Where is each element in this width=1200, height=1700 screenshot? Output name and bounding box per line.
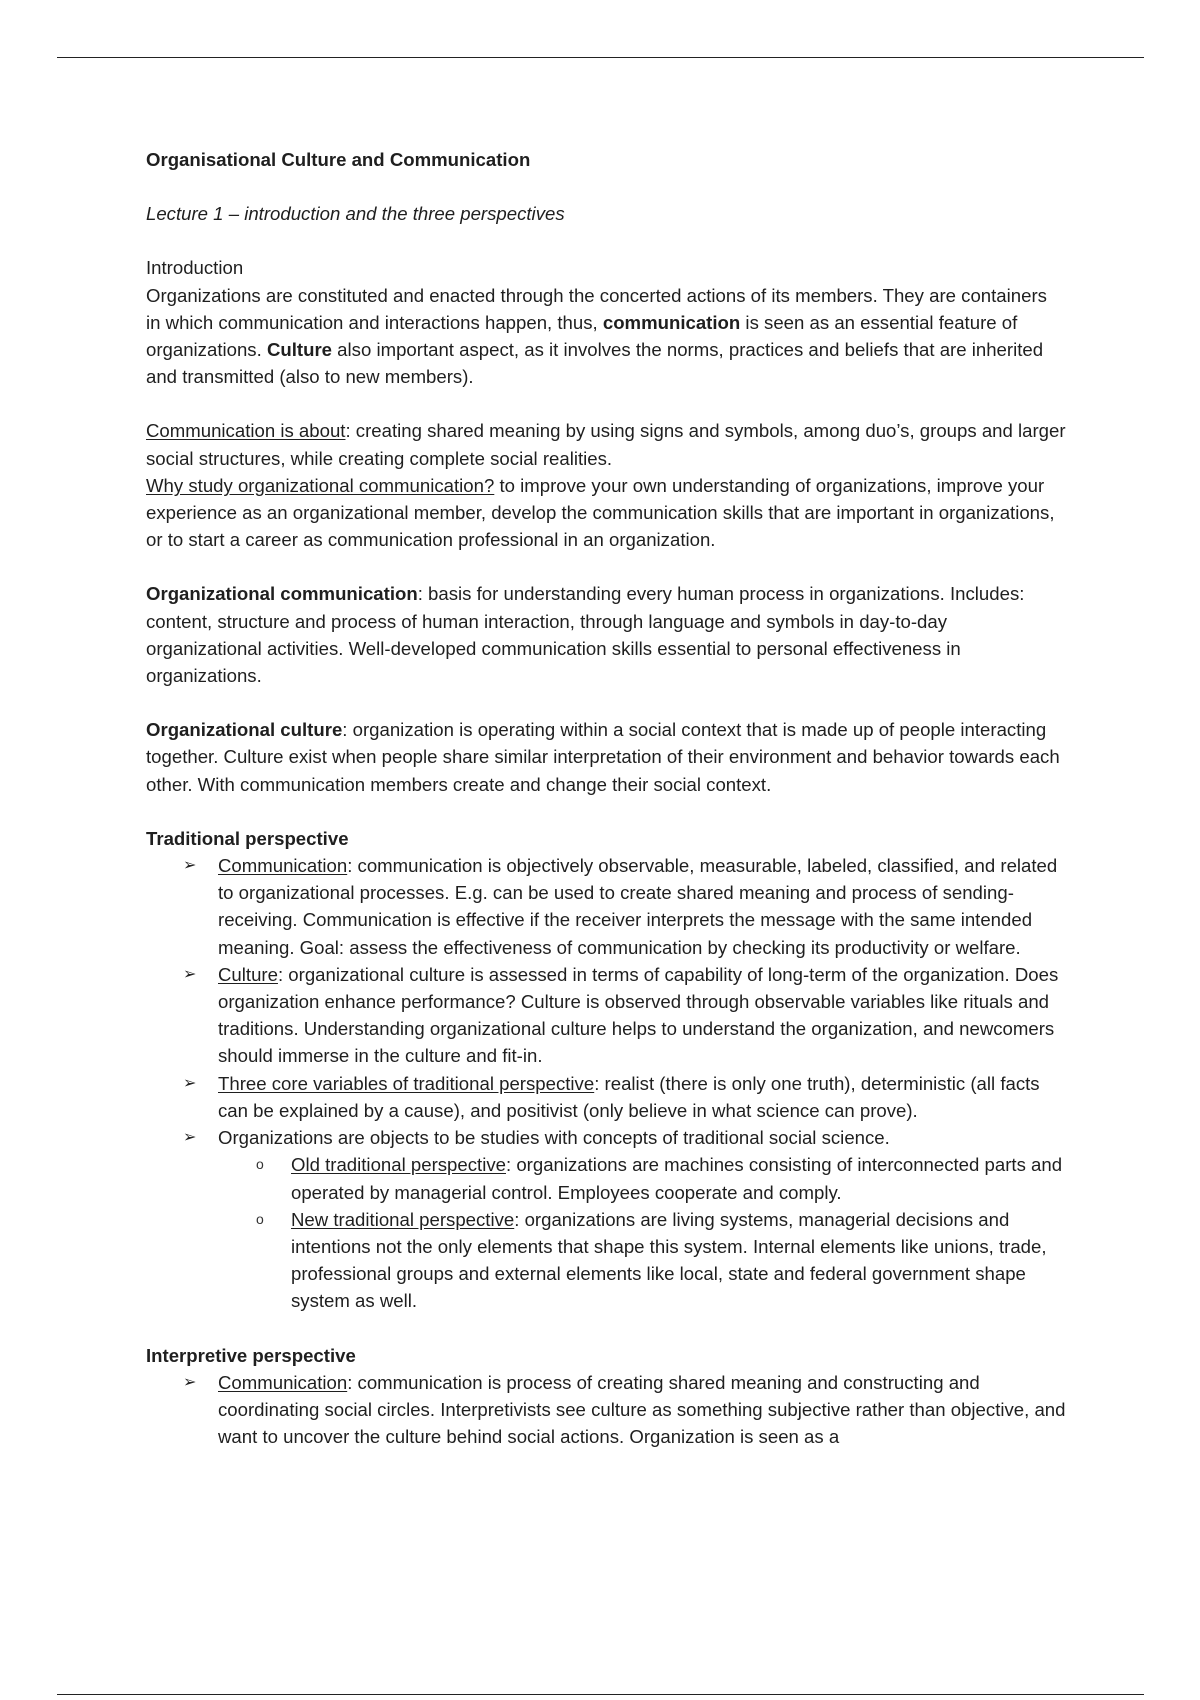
intro-text-2: is seen as an essential feature of organizations.	[146, 311, 1018, 361]
footer-rule	[57, 1694, 1144, 1695]
item-term: Old traditional perspective	[291, 1154, 506, 1176]
list-item	[183, 852, 1066, 961]
arrow-bullet-icon: ➢	[183, 857, 197, 875]
interpretive-perspective-heading: Interpretive perspective	[146, 1344, 356, 1366]
organizational-communication-term: Organizational communication	[146, 583, 418, 605]
traditional-perspective-list	[146, 852, 1066, 1314]
intro-heading: Introduction	[146, 257, 244, 279]
list-item	[183, 1369, 1066, 1451]
item-term: Communication	[218, 1371, 348, 1393]
item-text: : communication is process of creating shared meaning and constructing and coordinating social circles. Interpretivists see culture as something subjective rather than objective, and want to uncover the culture behind social actions. Organization is seen as a	[218, 1371, 1066, 1448]
organizational-culture-paragraph	[146, 716, 1066, 798]
arrow-bullet-icon: ➢	[183, 1074, 197, 1092]
list-item	[256, 1206, 1066, 1315]
traditional-sub-list	[218, 1151, 1066, 1314]
communication-about-paragraph	[146, 417, 1066, 471]
circle-bullet-icon: o	[256, 1156, 264, 1173]
item-term: Communication	[218, 855, 348, 877]
organizational-culture-text: : organization is operating within a social context that is made up of people interacting together. Culture exist when people share similar interpretation of their environment and behavior towards each other. With communication members create and change their social context.	[146, 719, 1060, 795]
circle-bullet-icon: o	[256, 1210, 264, 1227]
item-text: : organizations are living systems, managerial decisions and intentions not the only elements that shape this system. Internal elements like unions, trade, professional groups and external elements like local, state and federal government shape system as well.	[291, 1208, 1047, 1312]
intro-paragraph	[146, 282, 1066, 391]
document-title: Organisational Culture and Communication	[146, 149, 531, 170]
communication-about-term: Communication is about	[146, 420, 346, 442]
why-study-paragraph	[146, 472, 1066, 554]
communication-about-text: : creating shared meaning by using signs and symbols, among duo’s, groups and larger social structures, while creating complete social realities.	[146, 420, 1066, 469]
arrow-bullet-icon: ➢	[183, 965, 197, 983]
header-rule	[57, 57, 1144, 58]
organizational-communication-paragraph	[146, 580, 1066, 689]
list-item	[183, 1124, 1066, 1314]
interpretive-perspective-list	[146, 1369, 1066, 1451]
lecture-subtitle: Lecture 1 – introduction and the three perspectives	[146, 203, 565, 225]
item-text: : communication is objectively observable, measurable, labeled, classified, and related to organizational processes. E.g. can be used to create shared meaning and process of sending-receiving. Communication is effective if the receiver interprets the message with the same intended meaning. Goal: assess the effectiveness of communication by checking its productivity or welfare.	[218, 855, 1058, 958]
list-item	[183, 1070, 1066, 1124]
traditional-perspective-heading: Traditional perspective	[146, 827, 349, 849]
organizational-culture-term: Organizational culture	[146, 719, 343, 741]
item-term: New traditional perspective	[291, 1208, 515, 1230]
list-item	[256, 1151, 1066, 1205]
document-page	[146, 146, 1066, 1450]
arrow-bullet-icon: ➢	[183, 1129, 197, 1147]
intro-text-1: Organizations are constituted and enacted through the concerted actions of its members. They are containers in which communication and interactions happen, thus,	[146, 284, 1047, 333]
item-text: : organizations are machines consisting of interconnected parts and operated by managerial control. Employees cooperate and comply.	[291, 1154, 1063, 1203]
intro-text-3: also important aspect, as it involves the norms, practices and beliefs that are inherited and transmitted (also to new members).	[146, 339, 1044, 388]
organizational-communication-text: : basis for understanding every human process in organizations. Includes: content, structure and process of human interaction, through language and symbols in day-to-day organizational activities. Well-developed communication skills essential to personal effectiveness in organizations.	[146, 583, 1025, 687]
intro-bold-culture: Culture	[266, 339, 333, 361]
why-study-term: Why study organizational communication?	[146, 474, 495, 496]
item-text: : organizational culture is assessed in terms of capability of long-term of the organization. Does organization enhance performance? Culture is observed through observable variables like rituals and traditions. Understanding organizational culture helps to understand the organization, and newcomers should immerse in the culture and fit-in.	[218, 963, 1059, 1067]
arrow-bullet-icon: ➢	[183, 1373, 197, 1391]
item-text: Organizations are objects to be studies with concepts of traditional social science.	[218, 1127, 890, 1149]
item-term: Culture	[218, 963, 278, 985]
list-item	[183, 961, 1066, 1070]
item-term: Three core variables of traditional perspective	[218, 1072, 595, 1094]
intro-bold-communication: communication	[602, 311, 741, 333]
item-text: : realist (there is only one truth), deterministic (all facts can be explained by a cause), and positivist (only believe in what science can prove).	[218, 1072, 1040, 1121]
why-study-text: to improve your own understanding of organizations, improve your experience as an organizational member, develop the communication skills that are important in organizations, or to start a career as communication professional in an organization.	[146, 474, 1055, 551]
